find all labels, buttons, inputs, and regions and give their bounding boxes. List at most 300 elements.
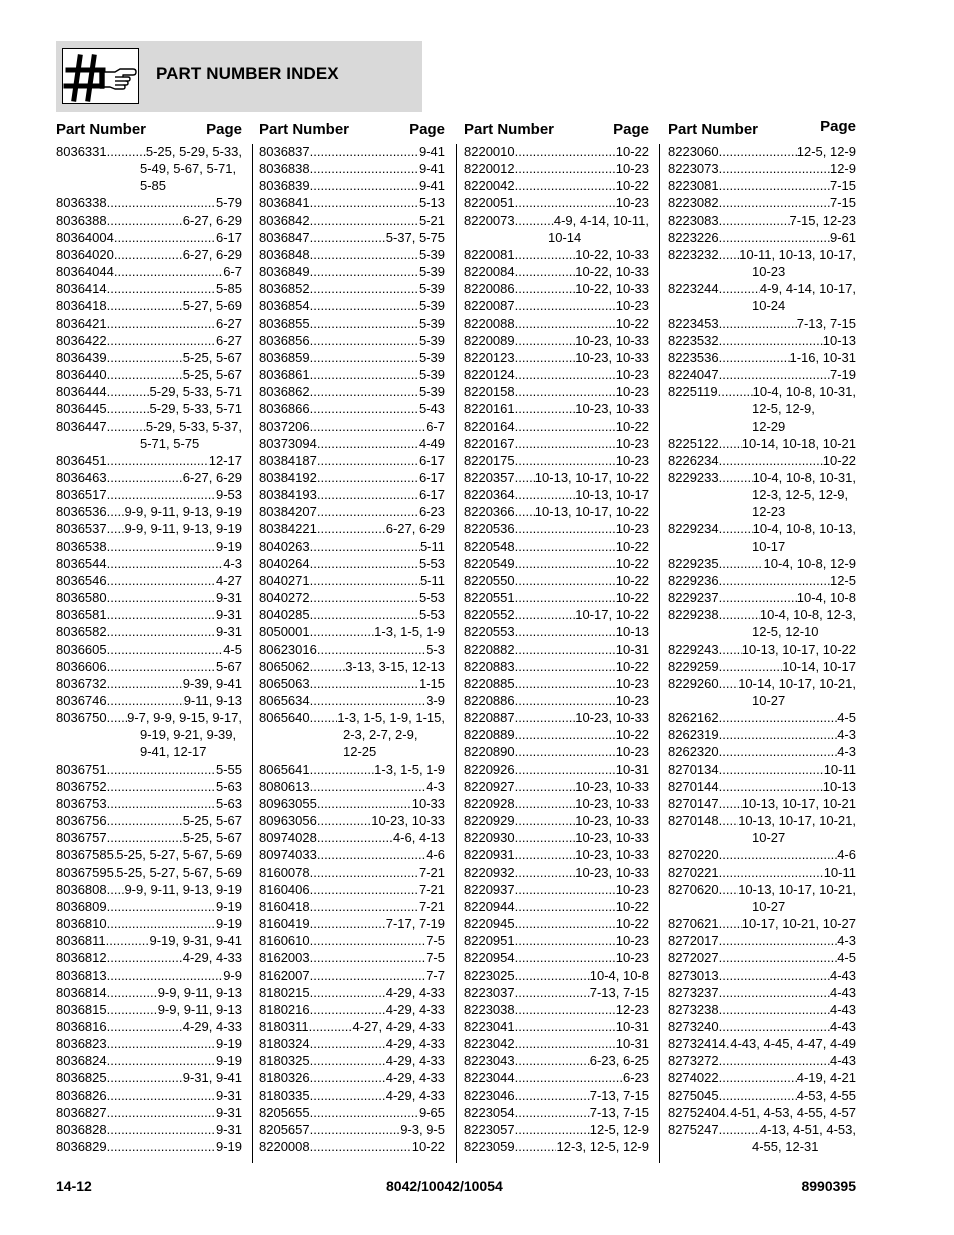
page-reference: 9-9, 9-11, 9-13, 9-19	[124, 504, 242, 520]
leader-dots	[310, 623, 375, 640]
part-number: 8229235	[668, 555, 719, 571]
leader-dots	[515, 812, 576, 829]
index-entry-line	[56, 984, 242, 1001]
leader-dots	[719, 984, 830, 1001]
column-divider	[659, 144, 660, 1163]
leader-dots	[107, 1035, 216, 1052]
part-number: 8220366	[464, 504, 515, 520]
index-entry	[56, 623, 242, 640]
part-number-heading: Part Number	[56, 121, 147, 138]
index-entry	[668, 864, 856, 881]
leader-dots	[515, 572, 616, 589]
page-reference: 4-29, 4-33	[182, 950, 242, 966]
index-entry	[464, 143, 649, 160]
index-entry	[259, 315, 445, 332]
index-entry-line	[464, 1035, 649, 1052]
leader-dots	[515, 761, 616, 778]
index-entry-line	[464, 743, 649, 760]
leader-dots	[107, 967, 224, 984]
index-entry	[56, 778, 242, 795]
leader-dots	[310, 572, 420, 589]
index-entry	[56, 452, 242, 469]
part-number: 8220929	[464, 813, 515, 829]
leader-dots	[719, 606, 760, 623]
part-number: 8065062	[259, 658, 310, 674]
index-entry	[668, 1104, 856, 1121]
part-number: 8220890	[464, 744, 515, 760]
part-number: 8220161	[464, 401, 515, 417]
index-entry-line	[259, 1052, 445, 1069]
leader-dots	[107, 297, 183, 314]
page-reference: 5-25, 5-29, 5-33,	[145, 144, 242, 159]
index-entry-line	[56, 400, 242, 417]
index-entry	[56, 984, 242, 1001]
index-entry	[56, 1087, 242, 1104]
part-number: 8229233	[668, 469, 719, 485]
part-number: 8220886	[464, 693, 515, 708]
leader-dots	[310, 400, 419, 417]
part-number: 8050001	[259, 624, 310, 640]
leader-dots	[310, 967, 427, 984]
leader-dots	[310, 143, 419, 160]
index-entry	[56, 366, 242, 383]
page-reference: 1-3, 1-5, 1-9	[374, 761, 445, 777]
leader-dots	[515, 349, 576, 366]
index-entry-line	[259, 915, 445, 932]
page-reference: 10-4, 10-8	[796, 590, 856, 606]
part-number: 80384221	[259, 521, 317, 537]
page-reference: 5-67	[215, 658, 242, 674]
part-number: 8220945	[464, 916, 515, 932]
leader-dots	[317, 795, 412, 812]
index-entry-line	[464, 915, 649, 932]
part-number: 8223054	[464, 1104, 515, 1120]
index-entry-line	[259, 881, 445, 898]
part-number: 8036810	[56, 916, 107, 932]
index-entries	[464, 143, 649, 1155]
index-entry	[668, 469, 856, 520]
index-entry	[56, 709, 242, 760]
index-entry-line	[464, 143, 649, 160]
part-number: 8160418	[259, 898, 310, 914]
index-entry	[259, 967, 445, 984]
leader-dots	[719, 452, 823, 469]
part-number: 8220123	[464, 349, 515, 365]
index-entry	[259, 778, 445, 795]
index-entry-line	[56, 915, 242, 932]
page-reference: 4-6	[837, 847, 856, 863]
part-number: 8229259	[668, 658, 719, 674]
index-entry	[464, 967, 649, 984]
index-entry	[56, 315, 242, 332]
part-number: 8220928	[464, 795, 515, 811]
index-entry	[464, 1087, 649, 1104]
index-entry	[56, 418, 242, 452]
leader-dots	[515, 538, 616, 555]
page-reference: 7-15, 12-23	[789, 212, 856, 228]
index-entry	[259, 160, 445, 177]
index-entry	[464, 1104, 649, 1121]
leader-dots	[515, 795, 576, 812]
page-reference: 10-22	[822, 452, 856, 468]
index-entry-line	[668, 1121, 856, 1138]
index-entry-line	[668, 984, 856, 1001]
part-number: 8160406	[259, 881, 310, 897]
page-reference: 4-43, 4-45, 4-47, 4-49	[730, 1036, 856, 1052]
leader-dots	[515, 623, 616, 640]
part-number: 8223082	[668, 195, 719, 211]
leader-dots	[515, 829, 576, 846]
index-entry	[668, 1052, 856, 1069]
part-number: 8275045	[668, 1087, 719, 1103]
index-entry	[56, 349, 242, 366]
index-entry	[464, 332, 649, 349]
page-reference: 10-22	[615, 315, 649, 331]
part-number: 8036732	[56, 675, 107, 691]
part-number: 8036581	[56, 607, 107, 623]
index-entry-line	[668, 349, 856, 366]
page-reference: 10-4, 10-8, 10-13,	[752, 521, 856, 537]
page-reference: 7-19	[829, 367, 856, 383]
page-reference: 10-4, 10-8, 10-31,	[752, 469, 856, 485]
index-entry	[56, 1104, 242, 1121]
index-entry	[668, 932, 856, 949]
index-entry	[259, 949, 445, 966]
leader-dots	[310, 297, 419, 314]
page-reference: 10-23	[615, 675, 649, 691]
index-entry-line	[464, 400, 649, 417]
leader-dots	[719, 658, 783, 675]
part-number: 8036757	[56, 830, 107, 846]
part-number: 8036605	[56, 641, 107, 657]
page-reference: 9-41	[418, 144, 445, 159]
part-number: 8223043	[464, 1053, 515, 1069]
page-reference: 6-27, 6-29	[182, 469, 242, 485]
part-number: 8229237	[668, 590, 719, 606]
part-number: 8220086	[464, 281, 515, 297]
index-entry	[259, 761, 445, 778]
leader-dots	[515, 555, 616, 572]
part-number: 8220550	[464, 572, 515, 588]
leader-dots	[310, 177, 419, 194]
index-entry-line	[56, 658, 242, 675]
part-number: 8036546	[56, 572, 107, 588]
index-entry-line	[668, 383, 856, 400]
part-number: 8036388	[56, 212, 107, 228]
index-entry-line	[259, 623, 445, 640]
index-entry-line	[56, 778, 242, 795]
index-entry-line	[464, 932, 649, 949]
leader-dots	[317, 520, 386, 537]
index-entry-line	[464, 332, 649, 349]
index-entry-line	[464, 520, 649, 537]
index-entry-line	[56, 589, 242, 606]
page-reference: 10-13, 10-17, 10-21,	[738, 881, 856, 897]
index-entry-line	[56, 1001, 242, 1018]
leader-dots	[107, 418, 146, 435]
page-reference: 5-13	[418, 195, 445, 211]
index-entry	[259, 246, 445, 263]
index-entry	[259, 349, 445, 366]
index-entry	[464, 538, 649, 555]
leader-dots	[310, 778, 427, 795]
index-entry	[464, 932, 649, 949]
part-number: 8229243	[668, 641, 719, 657]
index-entry	[259, 503, 445, 520]
index-entry	[464, 469, 649, 486]
leader-dots	[107, 812, 183, 829]
index-entry	[464, 1035, 649, 1052]
page-reference: 9-31	[215, 1087, 242, 1103]
index-entry	[668, 194, 856, 211]
index-entry	[464, 864, 649, 881]
part-number: 8220548	[464, 538, 515, 554]
leader-dots	[719, 915, 742, 932]
leader-dots	[107, 1087, 216, 1104]
leader-dots	[515, 864, 576, 881]
part-number: 8220089	[464, 332, 515, 348]
leader-dots	[310, 1104, 419, 1121]
part-number: 8223453	[668, 315, 719, 331]
index-entry-line	[259, 641, 445, 658]
leader-dots	[310, 709, 338, 726]
index-entry-line	[668, 520, 856, 537]
index-entries	[668, 143, 856, 1155]
page-reference: 10-14, 10-18, 10-21	[741, 435, 856, 451]
index-entry-line	[259, 967, 445, 984]
index-entry-line	[259, 1138, 445, 1155]
part-number: 8223037	[464, 984, 515, 1000]
page-reference: 10-13, 10-17, 10-22	[534, 504, 649, 520]
index-entry-line	[668, 761, 856, 778]
page-reference: 10-22	[615, 898, 649, 914]
page-reference: 5-63	[215, 795, 242, 811]
index-entry-line	[259, 692, 445, 709]
leader-dots	[317, 452, 419, 469]
page-reference-continued: 10-24	[752, 298, 786, 314]
page-reference: 5-53	[418, 607, 445, 623]
part-number: 8273238	[668, 1001, 719, 1017]
page-reference: 4-3	[426, 778, 445, 794]
leader-dots	[107, 898, 216, 915]
index-entry-line	[56, 280, 242, 297]
page-reference: 4-27, 4-29, 4-33	[352, 1018, 445, 1034]
part-number: 8275247	[668, 1121, 719, 1137]
leader-dots	[719, 143, 797, 160]
index-entry-line	[259, 332, 445, 349]
index-entry	[259, 658, 445, 675]
index-entry-line	[668, 229, 856, 246]
part-number: 8036753	[56, 795, 107, 811]
index-entry-line	[259, 400, 445, 417]
leader-dots	[107, 692, 184, 709]
index-entry	[259, 263, 445, 280]
index-entry	[464, 572, 649, 589]
part-number: 80384193	[259, 487, 317, 503]
index-entry	[56, 606, 242, 623]
index-entry-line	[668, 812, 856, 829]
part-number: 8040263	[259, 538, 310, 554]
page-reference: 6-7	[426, 418, 445, 434]
index-entry-line	[56, 761, 242, 778]
page-reference: 6-23, 6-25	[589, 1053, 649, 1069]
index-entry-line	[56, 246, 242, 263]
leader-dots	[317, 829, 393, 846]
index-entry-line	[668, 177, 856, 194]
part-number: 8220008	[259, 1139, 310, 1155]
page-reference: 1-16, 10-31	[789, 349, 856, 365]
leader-dots	[515, 520, 616, 537]
page-reference: 4-6, 4-13	[392, 830, 445, 846]
page-reference: 10-22, 10-33	[575, 281, 649, 297]
leader-dots	[515, 1001, 616, 1018]
leader-dots	[515, 1121, 590, 1138]
page-reference: 9-41	[418, 161, 445, 177]
part-number: 80373094	[259, 435, 317, 451]
leader-dots	[310, 1052, 386, 1069]
page-reference: 9-9, 9-11, 9-13	[157, 984, 242, 1000]
part-number: 8036537	[56, 521, 107, 537]
index-entry	[56, 795, 242, 812]
leader-dots	[107, 572, 216, 589]
index-entry-line	[259, 761, 445, 778]
leader-dots	[309, 1018, 353, 1035]
leader-dots	[719, 212, 790, 229]
leader-dots	[317, 503, 419, 520]
index-entry	[464, 1138, 649, 1155]
page-reference: 10-13, 10-17	[575, 487, 649, 503]
page-reference: 10-13	[615, 624, 649, 640]
index-entry	[668, 246, 856, 280]
page-reference-continued: 12-5, 12-9,	[752, 401, 815, 417]
leader-dots	[515, 1104, 590, 1121]
index-entry-line	[56, 606, 242, 623]
part-number: 8220883	[464, 658, 515, 674]
leader-dots	[310, 1035, 386, 1052]
leader-dots	[310, 915, 386, 932]
index-entry	[56, 846, 242, 863]
part-number: 8036848	[259, 246, 310, 262]
index-entry-line	[56, 555, 242, 572]
leader-dots	[107, 143, 146, 160]
index-entry-line	[668, 1104, 856, 1121]
index-entry	[668, 452, 856, 469]
index-entry-line	[56, 1087, 242, 1104]
page-reference: 6-17	[418, 452, 445, 468]
page-reference: 10-22	[615, 916, 649, 932]
part-number: 80364044	[56, 264, 114, 280]
part-number: 8205655	[259, 1104, 310, 1120]
leader-dots	[515, 1035, 616, 1052]
part-number: 8036861	[259, 367, 310, 383]
index-entry	[668, 675, 856, 709]
part-number: 8220124	[464, 367, 515, 383]
page-reference: 7-13, 7-15	[589, 1087, 649, 1103]
index-entry-line	[259, 846, 445, 863]
part-number: 8036463	[56, 469, 107, 485]
page-reference: 4-3	[837, 744, 856, 760]
index-entry-line	[56, 829, 242, 846]
leader-dots	[719, 332, 823, 349]
index-entry-line	[259, 1087, 445, 1104]
page-reference: 10-31	[615, 641, 649, 657]
part-number: 8036862	[259, 384, 310, 400]
part-number: 8220012	[464, 161, 515, 177]
leader-dots	[107, 486, 216, 503]
part-number: 8220944	[464, 898, 515, 914]
index-entry-line	[668, 452, 856, 469]
part-number: 8223041	[464, 1018, 515, 1034]
index-entries	[56, 143, 242, 1155]
leader-dots	[107, 709, 127, 726]
page-reference: 5-37, 5-75	[385, 229, 445, 245]
part-number: 8036828	[56, 1121, 107, 1137]
index-entry	[259, 864, 445, 881]
leader-dots	[719, 280, 760, 297]
index-entry-line	[259, 778, 445, 795]
index-entry-line	[259, 675, 445, 692]
leader-dots	[719, 743, 838, 760]
part-number: 8180335	[259, 1087, 310, 1103]
index-entry	[259, 709, 445, 760]
index-entry-line	[56, 469, 242, 486]
part-number: 80974028	[259, 830, 317, 846]
part-number: 8220158	[464, 384, 515, 400]
part-number: 8180324	[259, 1036, 310, 1052]
part-number-heading: Part Number	[259, 121, 350, 138]
index-entry	[464, 555, 649, 572]
part-number: 8273237	[668, 984, 719, 1000]
part-number: 8226234	[668, 452, 719, 468]
part-number: 8220887	[464, 710, 515, 726]
page-reference-continued: 12-5, 12-10	[752, 624, 819, 640]
leader-dots	[515, 160, 616, 177]
leader-dots	[310, 332, 419, 349]
column-divider	[456, 144, 457, 1163]
page-reference: 4-3	[837, 727, 856, 743]
column-header	[668, 118, 856, 142]
leader-dots	[515, 315, 616, 332]
index-entry	[464, 435, 649, 452]
page-reference: 5-39	[418, 384, 445, 400]
page-reference: 9-3, 9-5	[400, 1121, 445, 1137]
part-number: 8220931	[464, 847, 515, 863]
index-entry	[56, 829, 242, 846]
index-entry	[56, 641, 242, 658]
leader-dots	[310, 555, 419, 572]
leader-dots	[106, 932, 150, 949]
index-entry	[668, 658, 856, 675]
index-entry-line	[464, 280, 649, 297]
page-reference: 10-13, 10-17, 10-21	[741, 795, 856, 811]
index-logo	[62, 48, 139, 104]
part-number: 8229260	[668, 675, 719, 691]
index-entry	[259, 418, 445, 435]
page-reference: 5-39	[418, 349, 445, 365]
index-entry-line	[56, 332, 242, 349]
leader-dots	[515, 778, 576, 795]
page-reference: 12-5, 12-9	[796, 144, 856, 159]
leader-dots	[515, 898, 616, 915]
leader-dots	[515, 641, 616, 658]
page-reference: 12-5, 12-9	[589, 1121, 649, 1137]
index-entry-line	[259, 864, 445, 881]
index-entry	[259, 143, 445, 160]
part-number: 8224047	[668, 367, 719, 383]
page-reference: 4-49	[418, 435, 445, 451]
leader-dots	[310, 761, 375, 778]
index-entry	[56, 589, 242, 606]
